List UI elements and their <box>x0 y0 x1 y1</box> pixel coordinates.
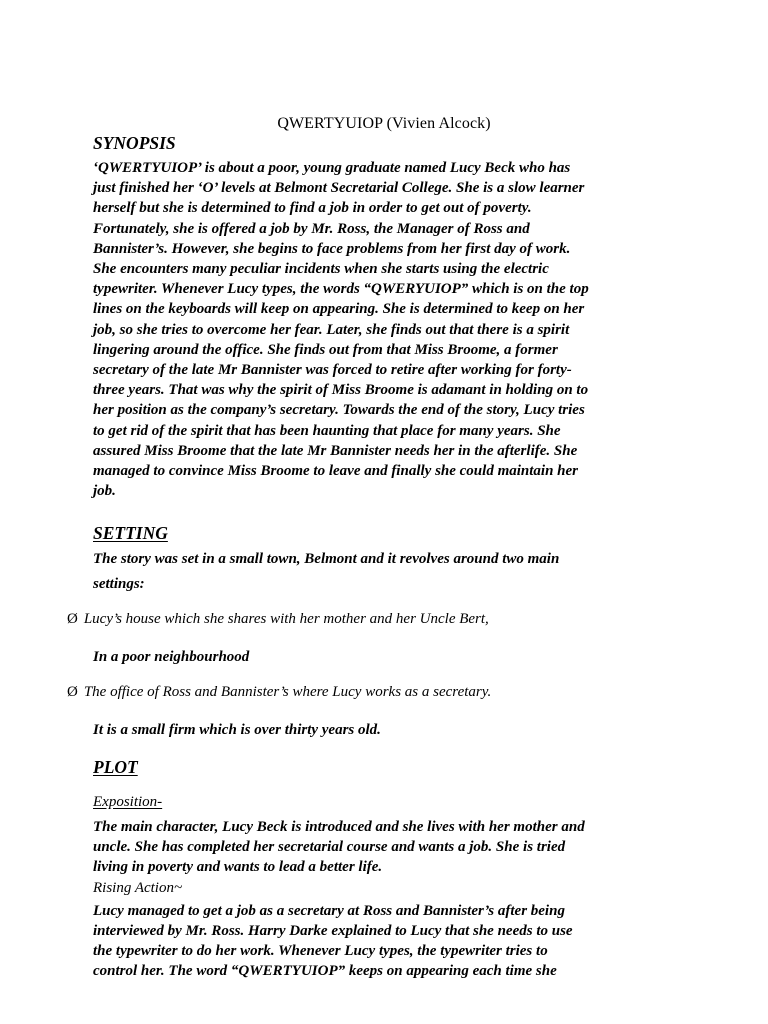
rising-action-line: control her. The word “QWERTYUIOP” keeps on appearing each time she <box>93 963 557 979</box>
synopsis-line: assured Miss Broome that the late Mr Bannister needs her in the afterlife. She <box>93 442 578 459</box>
bullet-subtext: It is a small firm which is over thirty years old. <box>93 722 381 738</box>
synopsis-line: lines on the keyboards will keep on appearing. She is determined to keep on her <box>93 301 585 318</box>
rising-action-paragraph <box>93 901 573 981</box>
bullet-item <box>67 611 489 628</box>
rising-action-line: interviewed by Mr. Ross. Harry Darke explained to Lucy that she needs to use <box>93 923 573 939</box>
bullet-arrow-icon: Ø <box>67 611 78 627</box>
synopsis-line: secretary of the late Mr Bannister was forced to retire after working for forty- <box>93 362 572 379</box>
exposition-label: Exposition- <box>93 794 163 810</box>
synopsis-line: to get rid of the spirit that has been haunting that place for many years. She <box>93 422 561 439</box>
synopsis-line: Bannister’s. However, she begins to face problems from her first day of work. <box>93 240 571 257</box>
rising-action-label: Rising Action~ <box>93 880 183 896</box>
synopsis-line: ‘QWERTYUIOP’ is about a poor, young graduate named Lucy Beck who has <box>93 160 571 176</box>
synopsis-line: Fortunately, she is offered a job by Mr. Ross, the Manager of Ross and <box>93 220 530 237</box>
bullet-item <box>67 684 491 701</box>
synopsis-line: She encounters many peculiar incidents when she starts using the electric <box>93 261 549 278</box>
synopsis-line: job, so she tries to overcome her fear. Later, she finds out that there is a spirit <box>93 321 570 338</box>
bullet-text: The office of Ross and Bannister’s where Lucy works as a secretary. <box>83 684 492 700</box>
exposition-line: living in poverty and wants to lead a better life. <box>93 859 383 876</box>
synopsis-line: herself but she is determined to find a job in order to get out of poverty. <box>93 200 532 217</box>
synopsis-line: just finished her ‘O’ levels at Belmont Secretarial College. She is a slow learner <box>93 180 585 197</box>
bullet-subtext: In a poor neighbourhood <box>93 649 250 665</box>
synopsis-line: lingering around the office. She finds out from that Miss Broome, a former <box>93 341 558 358</box>
document-title: QWERTYUIOP (Vivien Alcock) <box>277 115 491 132</box>
bullet-arrow-icon: Ø <box>67 684 78 700</box>
synopsis-line: managed to convince Miss Broome to leave and finally she could maintain her <box>93 463 579 480</box>
rising-action-line: the typewriter to do her work. Whenever Lucy types, the typewriter tries to <box>93 943 548 959</box>
synopsis-heading: SYNOPSIS <box>93 133 176 153</box>
exposition-line: The main character, Lucy Beck is introduced and she lives with her mother and <box>93 819 585 835</box>
synopsis-paragraph <box>93 158 589 501</box>
bullet-text: Lucy’s house which she shares with her mother and her Uncle Bert, <box>83 611 489 627</box>
synopsis-line: her position as the company’s secretary. Towards the end of the story, Lucy tries <box>93 402 585 419</box>
synopsis-line: job. <box>93 483 116 500</box>
rising-action-line: Lucy managed to get a job as a secretary at Ross and Bannister’s after being <box>93 903 565 919</box>
exposition-line: uncle. She has completed her secretarial course and wants a job. She is tried <box>93 839 566 856</box>
setting-heading: SETTING <box>93 523 168 543</box>
synopsis-line: three years. That was why the spirit of Miss Broome is adamant in holding on to <box>93 382 589 399</box>
plot-heading: PLOT <box>93 757 138 777</box>
setting-intro-line: The story was set in a small town, Belmont and it revolves around two main <box>93 551 560 567</box>
synopsis-line: typewriter. Whenever Lucy types, the words “QWERYUIOP” which is on the top <box>93 281 589 298</box>
exposition-paragraph <box>93 817 585 878</box>
setting-intro-line: settings: <box>93 576 145 592</box>
